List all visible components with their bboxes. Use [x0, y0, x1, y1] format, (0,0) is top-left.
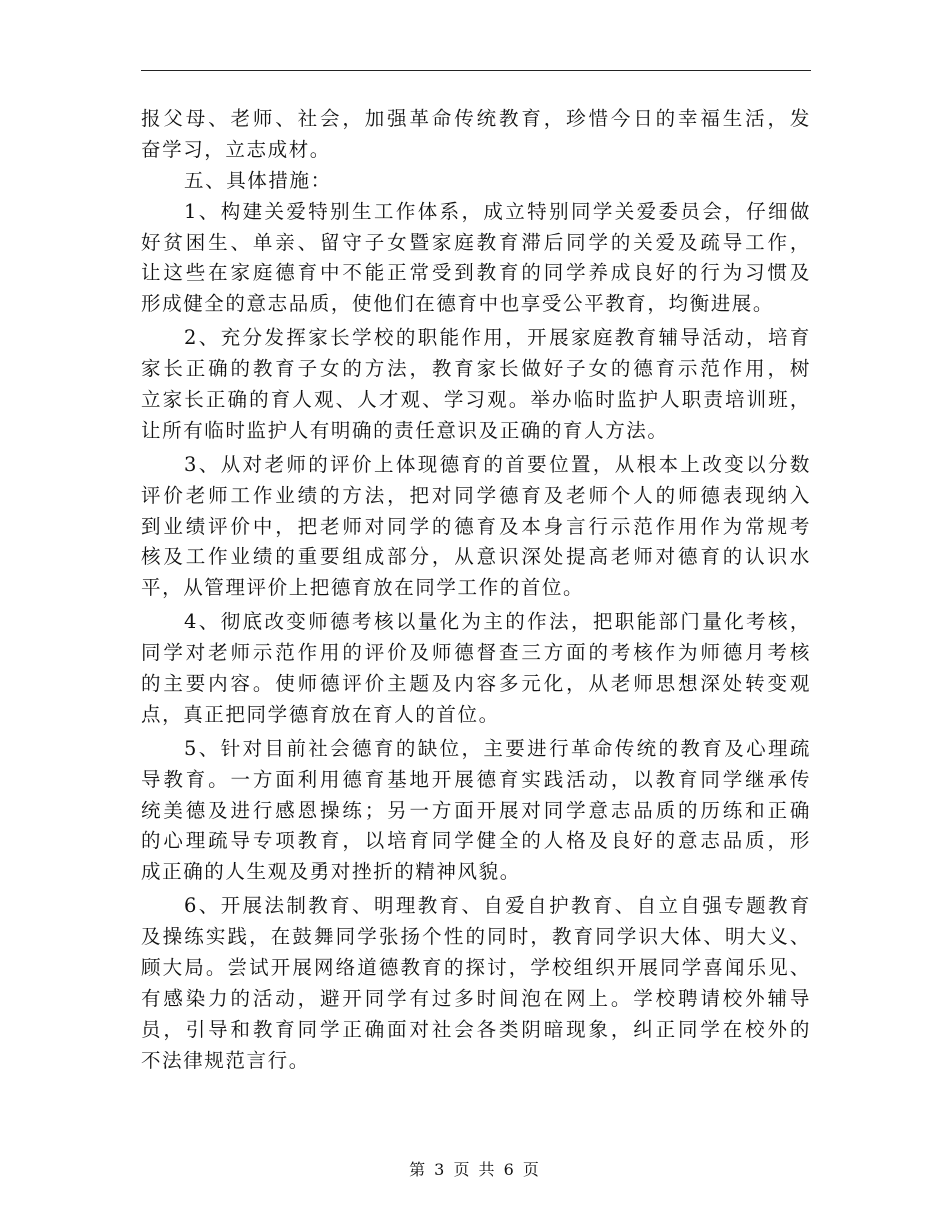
text-line: 1、构建关爱特别生工作体系，成立特别同学关爱委员会，仔细做	[184, 199, 811, 223]
text-line: 五、具体措施：	[184, 168, 332, 192]
text-line: 导教育。一方面利用德育基地开展德育实践活动，以教育同学继承传	[141, 767, 811, 791]
text-line: 不法律规范言行。	[141, 1048, 310, 1072]
paragraph	[141, 607, 811, 731]
text-line: 4、彻底改变师德考核以量化为主的作法，把职能部门量化考核，	[184, 610, 811, 634]
text-line: 让这些在家庭德育中不能正常受到教育的同学养成良好的行为习惯及	[141, 261, 811, 285]
text-line: 统美德及进行感恩操练；另一方面开展对同学意志品质的历练和正确	[141, 798, 811, 822]
text-line: 家长正确的教育子女的方法，教育家长做好子女的德育示范作用，树	[141, 357, 811, 381]
text-line: 核及工作业绩的重要组成部分，从意识深处提高老师对德育的认识水	[141, 545, 811, 569]
text-line: 让所有临时监护人有明确的责任意识及正确的育人方法。	[141, 418, 669, 442]
text-line: 顾大局。尝试开展网络道德教育的探讨，学校组织开展同学喜闻乐见、	[141, 956, 811, 980]
text-line: 立家长正确的育人观、人才观、学习观。举办临时监护人职责培训班，	[141, 388, 811, 412]
text-line: 报父母、老师、社会，加强革命传统教育，珍惜今日的幸福生活，发	[141, 107, 811, 130]
paragraph	[141, 104, 811, 166]
text-line: 形成健全的意志品质，使他们在德育中也享受公平教育，均衡进展。	[141, 292, 775, 316]
paragraph	[141, 734, 811, 888]
text-line: 评价老师工作业绩的方法，把对同学德育及老师个人的师德表现纳入	[141, 483, 811, 507]
text-line: 成正确的人生观及勇对挫折的精神风貌。	[141, 860, 521, 884]
text-line: 奋学习，立志成材。	[141, 137, 331, 161]
text-line: 及操练实践，在鼓舞同学张扬个性的同时，教育同学识大体、明大义、	[141, 925, 811, 949]
text-line: 平，从管理评价上把德育放在同学工作的首位。	[141, 576, 585, 600]
header-rule	[141, 70, 811, 71]
page-number: 第 3 页 共 6 页	[409, 1160, 541, 1179]
document-body	[141, 104, 811, 1077]
text-line: 点，真正把同学德育放在育人的首位。	[141, 702, 500, 726]
text-line: 的主要内容。使师德评价主题及内容多元化，从老师思想深处转变观	[141, 672, 811, 696]
text-line: 好贫困生、单亲、留守子女暨家庭教育滞后同学的关爱及疏导工作，	[141, 230, 811, 254]
text-line: 的心理疏导专项教育，以培育同学健全的人格及良好的意志品质，形	[141, 829, 811, 853]
text-line: 2、充分发挥家长学校的职能作用，开展家庭教育辅导活动，培育	[184, 326, 811, 350]
paragraph	[141, 197, 811, 321]
text-line: 到业绩评价中，把老师对同学的德育及本身言行示范作用作为常规考	[141, 514, 811, 538]
paragraph	[141, 323, 811, 447]
text-line: 有感染力的活动，避开同学有过多时间泡在网上。学校聘请校外辅导	[141, 986, 811, 1010]
paragraph	[141, 450, 811, 604]
text-line: 5、针对目前社会德育的缺位，主要进行革命传统的教育及心理疏	[184, 736, 811, 760]
paragraph	[141, 891, 811, 1076]
text-line: 6、开展法制教育、明理教育、自爱自护教育、自立自强专题教育	[184, 894, 811, 918]
text-line: 同学对老师示范作用的评价及师德督查三方面的考核作为师德月考核	[141, 641, 811, 665]
text-line: 3、从对老师的评价上体现德育的首要位置，从根本上改变以分数	[184, 452, 811, 476]
paragraph	[141, 166, 811, 197]
text-line: 员，引导和教育同学正确面对社会各类阴暗现象，纠正同学在校外的	[141, 1017, 811, 1041]
